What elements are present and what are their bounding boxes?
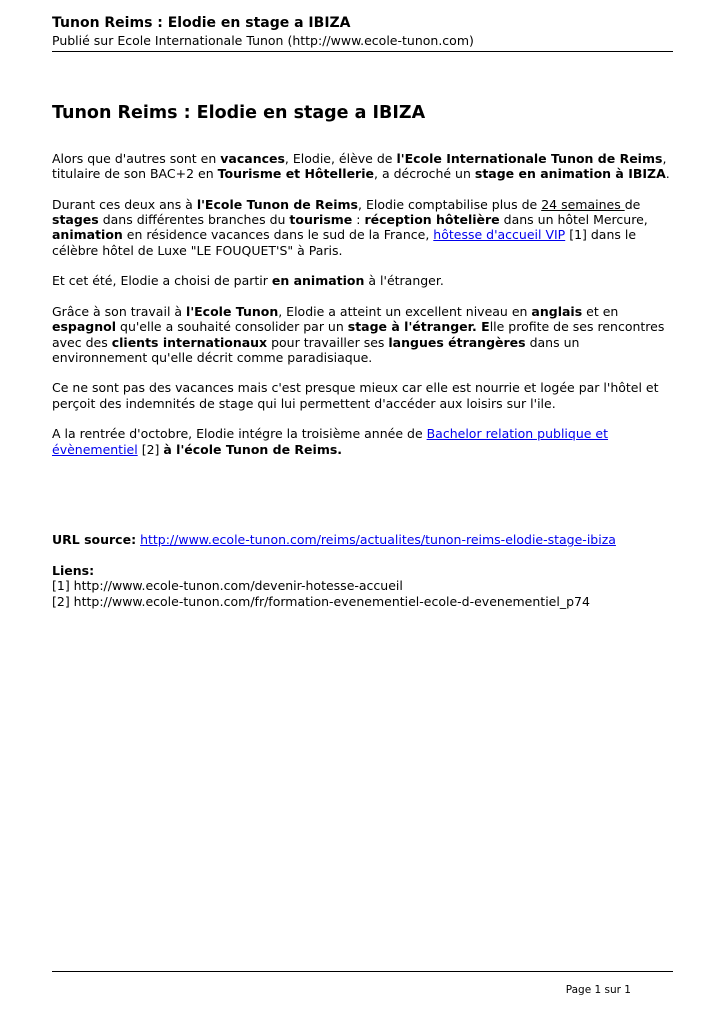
text: , Elodie a atteint un excellent niveau en <box>278 303 532 319</box>
bold-text: stages <box>52 212 99 228</box>
text: , Elodie, élève de <box>284 151 397 166</box>
bold-text: animation <box>52 227 123 243</box>
header-subtitle: Publié sur Ecole Internationale Tunon (http://www.ecole-tunon.com) <box>52 33 474 48</box>
text: dans un hôtel Mercure, <box>499 212 648 228</box>
header-title: Tunon Reims : Elodie en stage a IBIZA <box>52 15 351 31</box>
bachelor-link[interactable]: Bachelor relation publique et évènementiel <box>52 426 609 457</box>
footer-divider <box>52 971 673 972</box>
paragraph-4 <box>52 304 677 365</box>
bold-text: tourisme <box>289 212 353 228</box>
bold-text: l'Ecole Tunon <box>186 303 279 319</box>
text: Alors que d'autres sont en <box>52 151 221 166</box>
paragraph-2 <box>52 197 677 258</box>
article-body <box>52 151 677 472</box>
bold-text: clients internationaux <box>111 334 268 350</box>
text: dans différentes branches du <box>98 212 290 228</box>
page-number: Page 1 sur 1 <box>565 984 631 996</box>
text: . <box>665 166 670 182</box>
text: pour travailler ses <box>267 334 389 350</box>
text: à l'étranger. <box>364 273 444 289</box>
bold-text: vacances <box>220 151 285 166</box>
text: de <box>624 196 641 212</box>
link-item: [2] http://www.ecole-tunon.com/fr/formation-evenementiel-ecole-d-evenementiel_p74 <box>52 593 590 609</box>
paragraph-3 <box>52 273 677 288</box>
text: Ce ne sont pas des vacances mais c'est presque mieux car elle est nourrie et logée par l'hôtel et perçoit des indemnités de stage qui lui permettent d'accéder aux loisirs sur l'ile. <box>52 380 659 411</box>
text: , Elodie comptabilise plus de <box>358 196 542 212</box>
bold-text: Tourisme et Hôtellerie <box>217 166 374 182</box>
url-source-label: URL source: <box>52 532 137 547</box>
text: , a décroché un <box>374 166 475 182</box>
text: qu'elle a souhaité consolider par un <box>116 319 348 335</box>
bold-text: l'Ecole Internationale Tunon de Reims <box>396 151 663 166</box>
bold-text: réception hôtelière <box>364 212 500 228</box>
paragraph-5 <box>52 380 677 411</box>
text: Et cet été, Elodie a choisi de partir <box>52 273 272 289</box>
hotesse-accueil-link[interactable]: hôtesse d'accueil VIP <box>433 227 566 243</box>
bold-text: à l'école Tunon de Reims. <box>163 441 343 457</box>
url-source <box>52 532 616 547</box>
bold-text: stage en animation à IBIZA <box>474 166 666 182</box>
text: dans un environnement qu'elle décrit comme paradisiaque. <box>52 334 580 365</box>
text: A la rentrée d'octobre, Elodie intégre la troisième année de <box>52 426 427 442</box>
text: en résidence vacances dans le sud de la France, <box>122 227 434 243</box>
link-item: [1] http://www.ecole-tunon.com/devenir-hotesse-accueil <box>52 578 403 594</box>
text: , titulaire de son BAC+2 en <box>52 151 667 182</box>
bold-text: en animation <box>271 273 365 289</box>
text: Grâce à son travail à <box>52 303 187 319</box>
url-source-link[interactable]: http://www.ecole-tunon.com/reims/actualites/tunon-reims-elodie-stage-ibiza <box>140 532 616 547</box>
bold-text: espagnol <box>52 319 117 335</box>
bold-text: l'Ecole Tunon de Reims <box>196 196 358 212</box>
header-divider <box>52 51 673 52</box>
text: lle profite de ses rencontres avec des <box>52 319 665 350</box>
text: [1] dans le célèbre hôtel de Luxe "LE FOUQUET'S" à Paris. <box>52 227 637 258</box>
article-title: Tunon Reims : Elodie en stage a IBIZA <box>52 103 426 123</box>
bold-text: langues étrangères <box>388 334 526 350</box>
text: : <box>352 212 365 228</box>
bold-text: anglais <box>531 303 583 319</box>
underlined-text: 24 semaines <box>541 196 625 212</box>
text: et en <box>582 303 619 319</box>
text: Durant ces deux ans à <box>52 196 197 212</box>
links-label: Liens: <box>52 563 95 578</box>
paragraph-6 <box>52 426 677 457</box>
text: [2] <box>137 441 164 457</box>
paragraph-1 <box>52 151 677 182</box>
links-section <box>52 563 590 609</box>
bold-text: stage à l'étranger. E <box>347 319 490 335</box>
